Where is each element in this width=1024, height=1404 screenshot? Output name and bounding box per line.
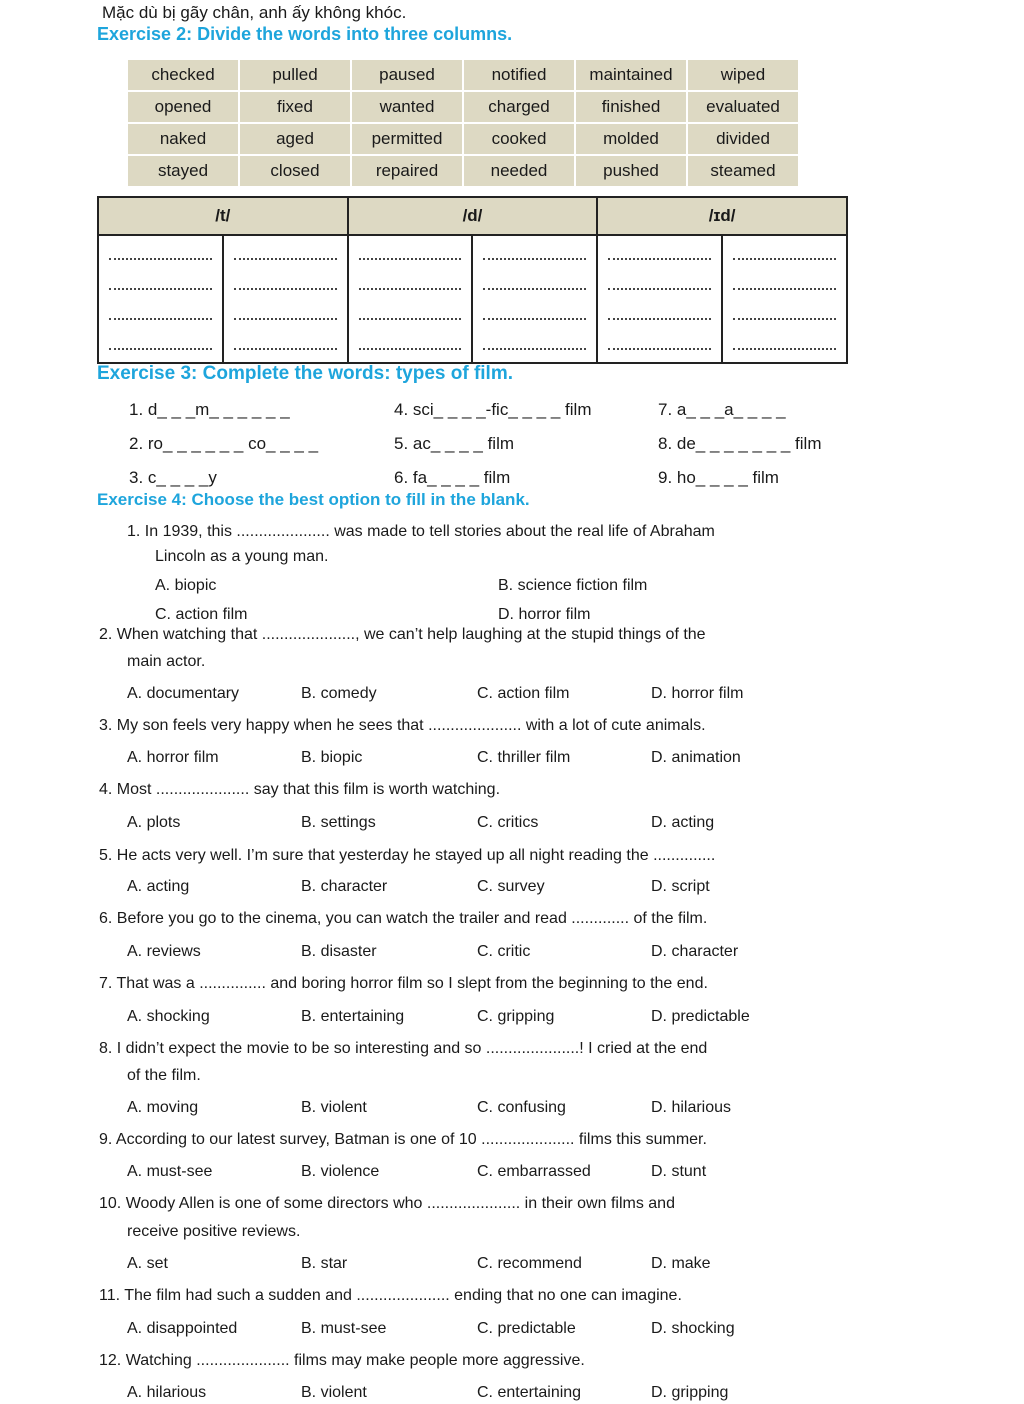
option-a[interactable]: A. disappointed xyxy=(127,1320,238,1337)
word-cell: wanted xyxy=(351,91,463,123)
option-d[interactable]: D. animation xyxy=(651,749,741,766)
word-cell: fixed xyxy=(239,91,351,123)
word-cell: charged xyxy=(463,91,575,123)
option-d[interactable]: D. character xyxy=(651,943,739,960)
column-header-d: /d/ xyxy=(348,197,598,235)
answer-grid xyxy=(97,196,848,364)
option-b[interactable]: B. star xyxy=(301,1255,348,1272)
option-c[interactable]: C. predictable xyxy=(477,1320,576,1337)
option-d[interactable]: D. predictable xyxy=(651,1008,750,1025)
exercise-2-title: Exercise 2: Divide the words into three columns. xyxy=(97,24,513,44)
option-c[interactable]: C. confusing xyxy=(477,1099,566,1116)
option-d[interactable]: D. horror film xyxy=(498,606,591,623)
word-cell: finished xyxy=(575,91,687,123)
option-b[interactable]: B. violence xyxy=(301,1163,380,1180)
blank-line[interactable] xyxy=(733,254,836,260)
blank-line[interactable] xyxy=(109,314,212,320)
question-text: 11. The film had such a sudden and ..................... ending that no one can imagine. xyxy=(99,1287,682,1304)
option-a[interactable]: A. must-see xyxy=(127,1163,213,1180)
exercise-3-title: Exercise 3: Complete the words: types of film. xyxy=(97,363,513,384)
option-d[interactable]: D. script xyxy=(651,878,710,895)
film-word-item: 4. sci_ _ _ _-fic_ _ _ _ film xyxy=(394,400,592,419)
option-c[interactable]: C. action film xyxy=(477,685,570,702)
blank-line[interactable] xyxy=(733,344,836,350)
option-c[interactable]: C. thriller film xyxy=(477,749,571,766)
word-cell: naked xyxy=(127,123,239,155)
word-cell: steamed xyxy=(687,155,799,187)
option-d[interactable]: D. horror film xyxy=(651,685,744,702)
table-row xyxy=(127,91,799,123)
option-b[interactable]: B. biopic xyxy=(301,749,363,766)
blank-line[interactable] xyxy=(234,314,337,320)
option-a[interactable]: A. shocking xyxy=(127,1008,210,1025)
option-d[interactable]: D. shocking xyxy=(651,1320,735,1337)
word-cell: evaluated xyxy=(687,91,799,123)
option-d[interactable]: D. stunt xyxy=(651,1163,707,1180)
option-d[interactable]: D. acting xyxy=(651,814,715,831)
blank-line[interactable] xyxy=(483,284,586,290)
question-text: 3. My son feels very happy when he sees that ..................... with a lot of cute animals. xyxy=(99,717,706,734)
blank-line[interactable] xyxy=(109,254,212,260)
option-b[interactable]: B. entertaining xyxy=(301,1008,405,1025)
question-text: 2. When watching that ....................., we can’t help laughing at the stupid things of the xyxy=(99,626,706,643)
option-a[interactable]: A. horror film xyxy=(127,749,219,766)
option-c[interactable]: C. recommend xyxy=(477,1255,582,1272)
grid-row xyxy=(98,272,847,302)
word-cell: cooked xyxy=(463,123,575,155)
blank-line[interactable] xyxy=(733,314,836,320)
table-row xyxy=(127,123,799,155)
option-a[interactable]: A. biopic xyxy=(155,577,217,594)
word-cell: divided xyxy=(687,123,799,155)
blank-line[interactable] xyxy=(608,344,711,350)
question-text: 7. That was a ............... and boring horror film so I slept from the beginning to the end. xyxy=(99,975,708,992)
blank-line[interactable] xyxy=(109,344,212,350)
option-a[interactable]: A. reviews xyxy=(127,943,201,960)
option-b[interactable]: B. character xyxy=(301,878,388,895)
grid-row xyxy=(98,302,847,332)
film-word-item: 2. ro_ _ _ _ _ _ co_ _ _ _ xyxy=(129,434,319,453)
word-cell: needed xyxy=(463,155,575,187)
word-cell: pushed xyxy=(575,155,687,187)
film-word-item: 6. fa_ _ _ _ film xyxy=(394,468,511,487)
option-b[interactable]: B. violent xyxy=(301,1099,367,1116)
option-a[interactable]: A. plots xyxy=(127,814,181,831)
option-c[interactable]: C. entertaining xyxy=(477,1384,582,1401)
word-cell: closed xyxy=(239,155,351,187)
grid-row xyxy=(98,332,847,363)
word-cell: stayed xyxy=(127,155,239,187)
word-cell: permitted xyxy=(351,123,463,155)
word-cell: pulled xyxy=(239,59,351,91)
film-word-item: 5. ac_ _ _ _ film xyxy=(394,434,515,453)
word-cell: repaired xyxy=(351,155,463,187)
option-c[interactable]: C. survey xyxy=(477,878,545,895)
exercise-4-title: Exercise 4: Choose the best option to fill in the blank. xyxy=(97,490,530,509)
option-d[interactable]: D. make xyxy=(651,1255,711,1272)
option-b[interactable]: B. science fiction film xyxy=(498,577,648,594)
film-word-item: 1. d_ _ _m_ _ _ _ _ _ xyxy=(129,400,290,419)
option-a[interactable]: A. moving xyxy=(127,1099,199,1116)
blank-line[interactable] xyxy=(608,254,711,260)
blank-line[interactable] xyxy=(608,314,711,320)
blank-line[interactable] xyxy=(359,344,462,350)
blank-line[interactable] xyxy=(359,314,462,320)
question-text: 8. I didn’t expect the movie to be so interesting and so .....................! I cried at the end xyxy=(99,1040,708,1057)
option-a[interactable]: A. documentary xyxy=(127,685,240,702)
question-text: receive positive reviews. xyxy=(127,1223,301,1240)
blank-line[interactable] xyxy=(483,254,586,260)
option-c[interactable]: C. critic xyxy=(477,943,531,960)
question-text: Lincoln as a young man. xyxy=(155,548,329,565)
blank-line[interactable] xyxy=(359,284,462,290)
question-text: 12. Watching ..................... films may make people more aggressive. xyxy=(99,1352,585,1369)
blank-line[interactable] xyxy=(109,284,212,290)
option-d[interactable]: D. gripping xyxy=(651,1384,729,1401)
question-text: 5. He acts very well. I’m sure that yesterday he stayed up all night reading the .............. xyxy=(99,847,716,864)
option-b[interactable]: B. must-see xyxy=(301,1320,387,1337)
blank-line[interactable] xyxy=(733,284,836,290)
film-word-item: 8. de_ _ _ _ _ _ _ film xyxy=(658,434,822,453)
word-cell: paused xyxy=(351,59,463,91)
column-header-id: /ɪd/ xyxy=(597,197,847,235)
word-cell: checked xyxy=(127,59,239,91)
option-c[interactable]: C. action film xyxy=(155,606,248,623)
option-b[interactable]: B. violent xyxy=(301,1384,367,1401)
option-a[interactable]: A. hilarious xyxy=(127,1384,207,1401)
column-header-t: /t/ xyxy=(98,197,348,235)
word-cell: maintained xyxy=(575,59,687,91)
word-cell: notified xyxy=(463,59,575,91)
option-b[interactable]: B. comedy xyxy=(301,685,377,702)
blank-line[interactable] xyxy=(608,284,711,290)
option-a[interactable]: A. set xyxy=(127,1255,168,1272)
blank-line[interactable] xyxy=(234,284,337,290)
grid-header-row xyxy=(98,197,847,235)
option-d[interactable]: D. hilarious xyxy=(651,1099,732,1116)
option-c[interactable]: C. critics xyxy=(477,814,539,831)
word-cell: molded xyxy=(575,123,687,155)
film-word-item: 7. a_ _ _a_ _ _ _ xyxy=(658,400,786,419)
film-word-item: 3. c_ _ _ _y xyxy=(129,468,217,487)
word-cell: wiped xyxy=(687,59,799,91)
blank-line[interactable] xyxy=(234,254,337,260)
question-text: of the film. xyxy=(127,1067,201,1084)
word-cell: opened xyxy=(127,91,239,123)
option-c[interactable]: C. embarrassed xyxy=(477,1163,591,1180)
word-cell: aged xyxy=(239,123,351,155)
question-text: 4. Most ..................... say that this film is worth watching. xyxy=(99,781,501,798)
question-text: 9. According to our latest survey, Batman is one of 10 ..................... films this summer. xyxy=(99,1131,707,1148)
film-word-item: 9. ho_ _ _ _ film xyxy=(658,468,779,487)
blank-line[interactable] xyxy=(234,344,337,350)
table-row xyxy=(127,155,799,187)
word-table xyxy=(126,58,800,188)
question-text: main actor. xyxy=(127,653,206,670)
blank-line[interactable] xyxy=(359,254,462,260)
blank-line[interactable] xyxy=(483,344,586,350)
question-text: 10. Woody Allen is one of some directors who ..................... in their own films and xyxy=(99,1195,675,1212)
question-text: 6. Before you go to the cinema, you can watch the trailer and read ............. of the film. xyxy=(99,910,708,927)
blank-line[interactable] xyxy=(483,314,586,320)
intro-sentence: Mặc dù bị gãy chân, anh ấy không khóc. xyxy=(102,3,407,22)
option-c[interactable]: C. gripping xyxy=(477,1008,555,1025)
table-row xyxy=(127,59,799,91)
option-a[interactable]: A. acting xyxy=(127,878,190,895)
grid-row xyxy=(98,235,847,272)
question-text: 1. In 1939, this ..................... was made to tell stories about the real life of Abraham xyxy=(127,523,715,540)
option-b[interactable]: B. settings xyxy=(301,814,376,831)
option-b[interactable]: B. disaster xyxy=(301,943,377,960)
